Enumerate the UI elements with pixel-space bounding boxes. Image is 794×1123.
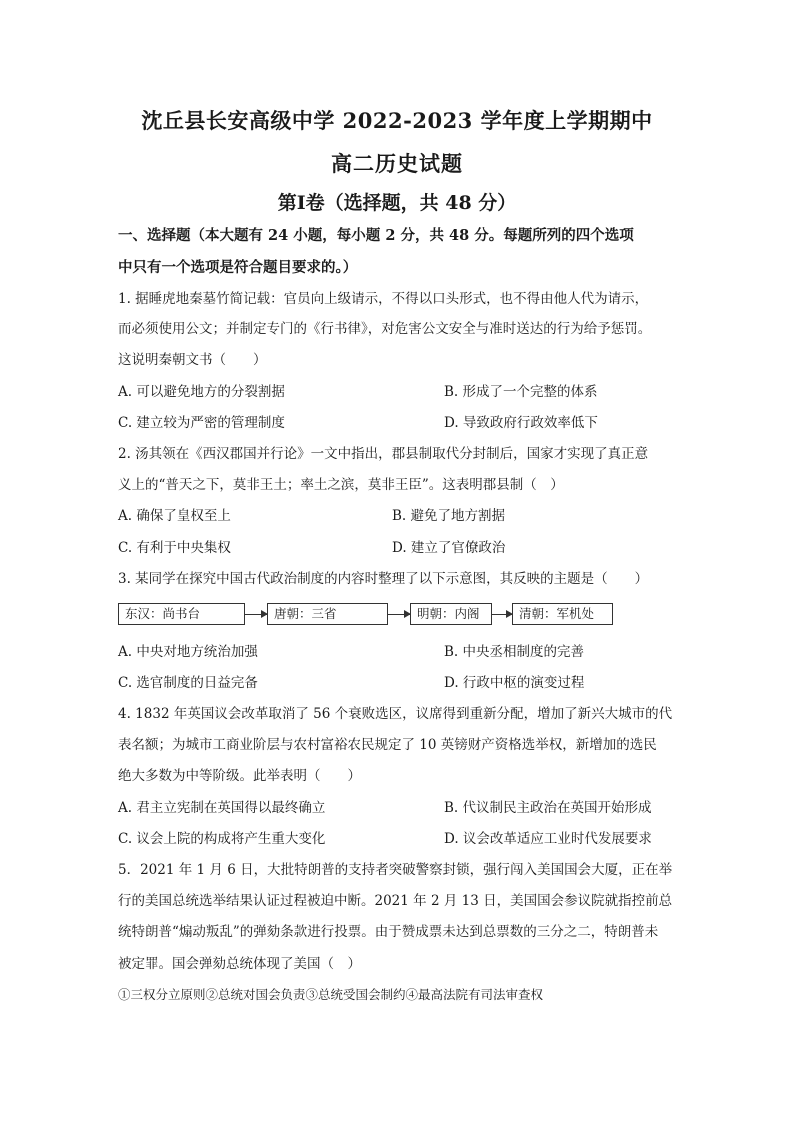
question-5-line-4: 被定罪。国会弹劾总统体现了美国（ ）	[118, 956, 361, 972]
question-5-line-1: 5．2021 年 1 月 6 日，大批特朗普的支持者突破警察封锁，强行闯入美国国会大厦，正在举	[118, 862, 673, 878]
question-2-line-2: 义上的“普天之下，莫非王土；率土之滨，莫非王臣”。这表明郡县制（ ）	[118, 477, 564, 493]
question-3-flow-diagram	[118, 603, 618, 627]
question-3-line-1: 3. 某同学在探究中国古代政治制度的内容时整理了以下示意图，其反映的主题是（ ）	[118, 571, 649, 587]
question-1-option-b: B. 形成了一个完整的体系	[444, 384, 598, 400]
flow-box-tang: 唐朝：三省	[267, 603, 388, 625]
flow-arrow-icon	[388, 614, 410, 615]
section-instructions-line-1: 一、选择题（本大题有 24 小题，每小题 2 分，共 48 分。每题所列的四个选项	[118, 227, 634, 244]
question-2-option-c: C. 有利于中央集权	[118, 540, 231, 556]
question-5-line-3: 统特朗普“煽动叛乱”的弹劾条款进行投票。由于赞成票未达到总票数的三分之二，特朗普未	[118, 924, 659, 940]
exam-subtitle: 高二历史试题	[331, 151, 463, 176]
question-1-line-3: 这说明秦朝文书（ ）	[118, 352, 267, 368]
question-2-option-a: A. 确保了皇权至上	[118, 508, 231, 524]
question-4-option-c: C. 议会上院的构成将产生重大变化	[118, 831, 326, 847]
question-4-line-1: 4. 1832 年英国议会改革取消了 56 个衰败选区，议席得到重新分配，增加了新兴大城市的代	[118, 706, 673, 722]
question-4-line-3: 绝大多数为中等阶级。此举表明（ ）	[118, 768, 361, 784]
question-1-option-c: C. 建立较为严密的管理制度	[118, 415, 285, 431]
question-4-option-a: A. 君主立宪制在英国得以最终确立	[118, 800, 326, 816]
question-3-option-c: C. 选官制度的日益完备	[118, 675, 258, 691]
question-4-option-d: D. 议会改革适应工业时代发展要求	[444, 831, 652, 847]
question-5-line-2: 行的美国总统选举结果认证过程被迫中断。2021 年 2 月 13 日，美国国会参议院就指控前总	[118, 893, 673, 909]
question-4-line-2: 表名额；为城市工商业阶层与农村富裕农民规定了 10 英镑财产资格选举权，新增加的选民	[118, 737, 657, 753]
flow-arrow-icon	[492, 614, 512, 615]
question-2-option-b: B. 避免了地方割据	[392, 508, 506, 524]
flow-box-ming: 明朝：内阁	[410, 603, 492, 625]
question-3-option-b: B. 中央丞相制度的完善	[444, 644, 585, 660]
flow-box-qing: 清朝：军机处	[512, 603, 613, 625]
question-2-option-d: D. 建立了官僚政治	[392, 540, 506, 556]
volume-heading: 第Ⅰ卷（选择题，共 48 分）	[277, 192, 517, 214]
question-1-option-d: D. 导致政府行政效率低下	[444, 415, 598, 431]
question-1-line-1: 1. 据睡虎地秦墓竹简记载：官员向上级请示，不得以口头形式，也不得由他人代为请示，	[118, 291, 649, 307]
section-instructions-line-2: 中只有一个选项是符合题目要求的。）	[118, 259, 358, 276]
exam-title: 沈丘县长安高级中学 2022-2023 学年度上学期期中	[141, 108, 653, 133]
question-4-option-b: B. 代议制民主政治在英国开始形成	[444, 800, 652, 816]
question-2-line-1: 2. 汤其领在《西汉郡国并行论》一文中指出，郡县制取代分封制后，国家才实现了真正意	[118, 446, 649, 462]
flow-arrow-icon	[245, 614, 267, 615]
question-5-statements: ①三权分立原则②总统对国会负责③总统受国会制约④最高法院有司法审查权	[118, 987, 544, 1002]
question-3-option-d: D. 行政中枢的演变过程	[444, 675, 585, 691]
flow-box-donghan: 东汉：尚书台	[118, 603, 245, 625]
question-1-option-a: A. 可以避免地方的分裂割据	[118, 384, 285, 400]
question-3-option-a: A. 中央对地方统治加强	[118, 644, 258, 660]
question-1-line-2: 而必须使用公文；并制定专门的《行书律》，对危害公文安全与准时送达的行为给予惩罚。	[118, 321, 652, 337]
